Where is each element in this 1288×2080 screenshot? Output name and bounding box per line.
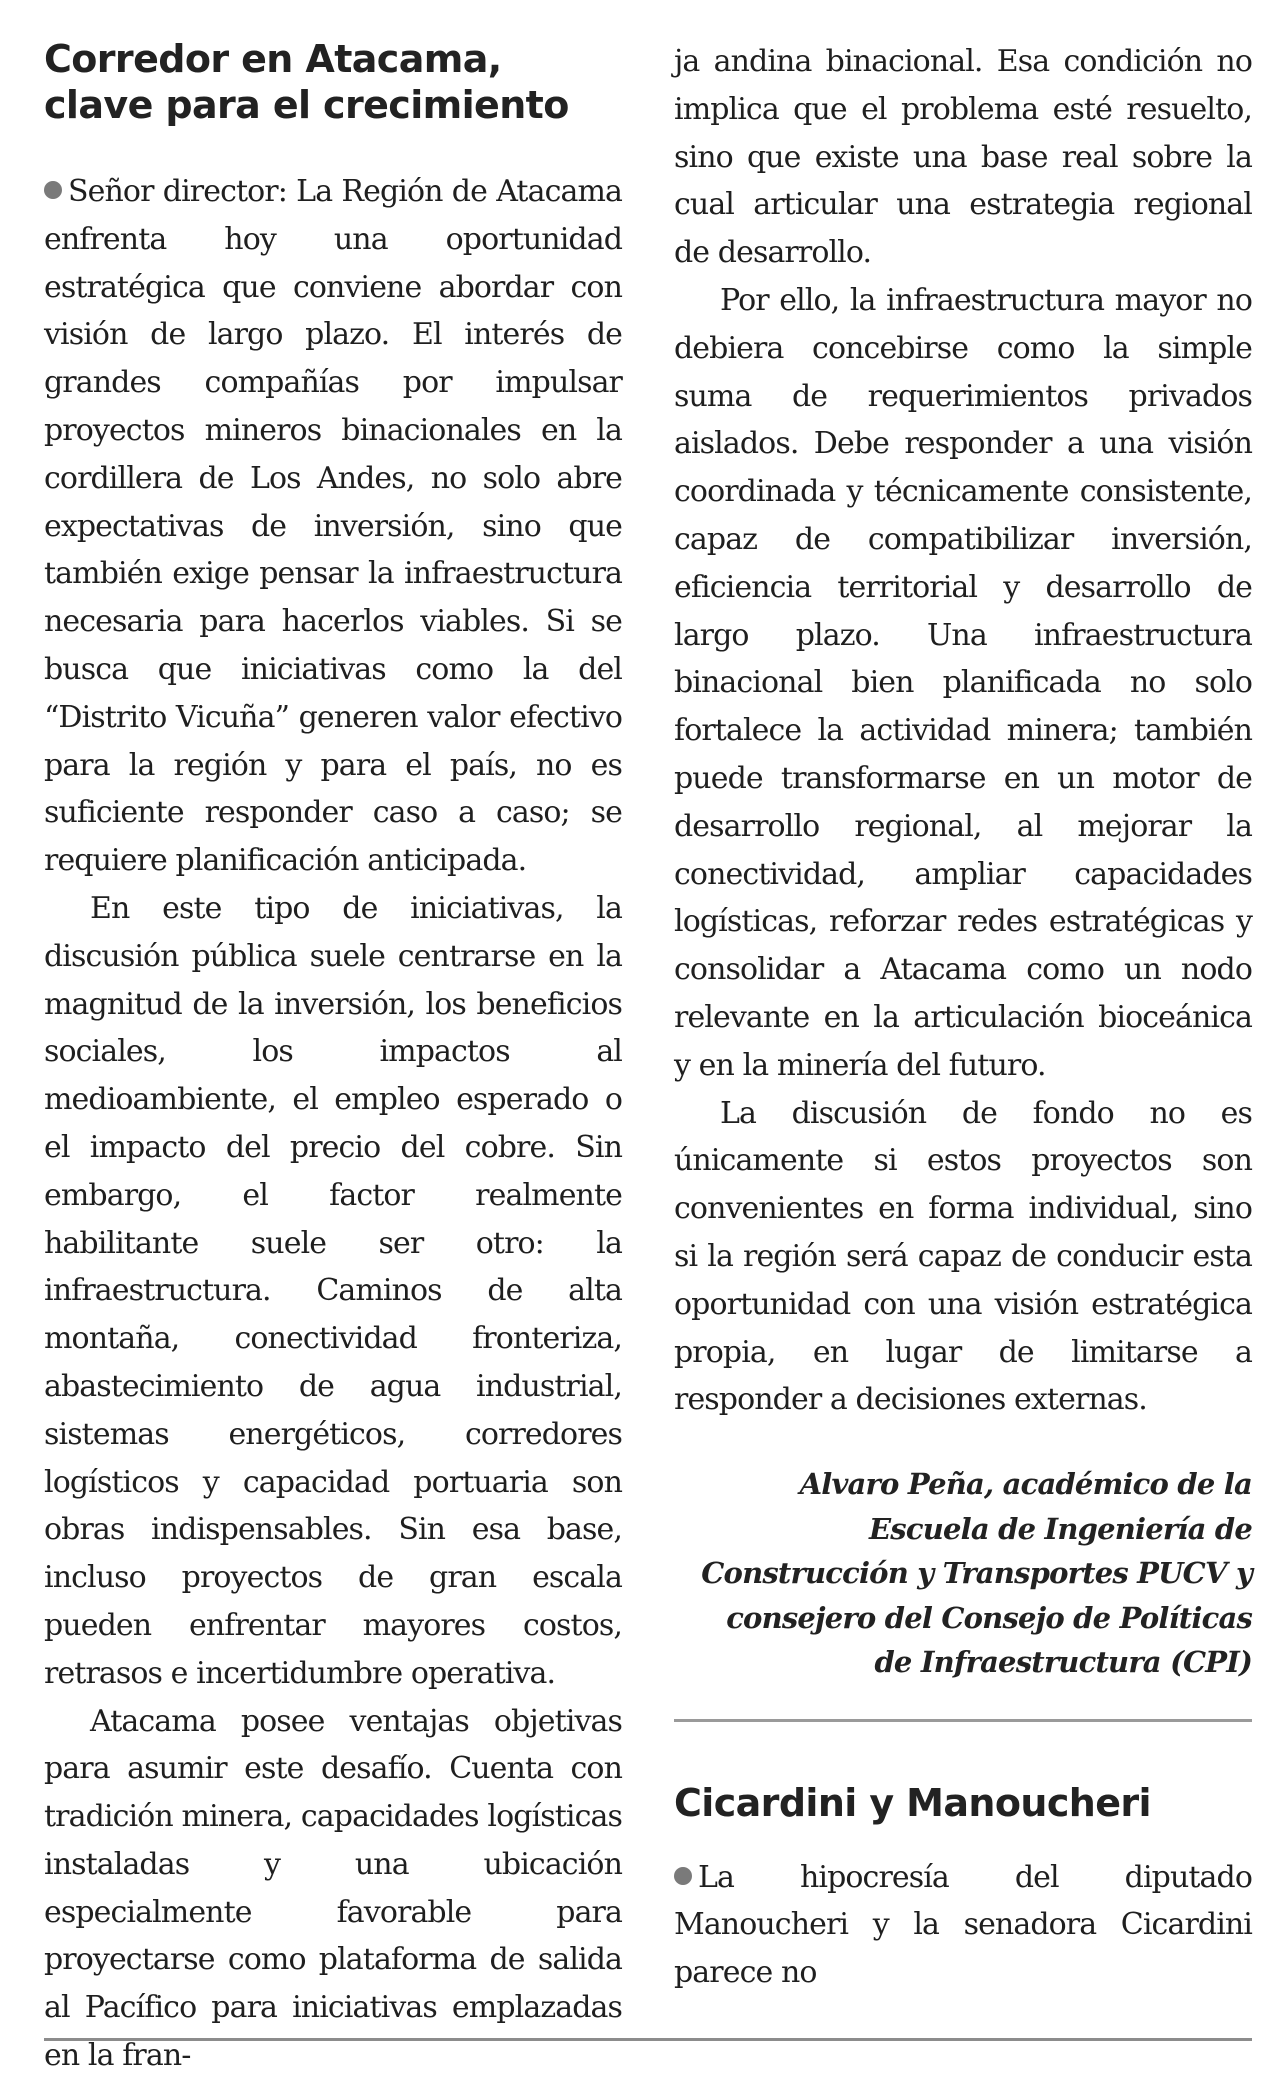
- left-column: [44, 0, 622, 2080]
- letter-1-title: Corredor en Atacama, clave para el crecimiento: [44, 37, 569, 127]
- letter-1-paragraph-3-continued: ja andina binacional. Esa condición no implica que el problema esté resuelto, sino que existe una base real sobre la cual articular una estrategia regional de desarrollo.: [674, 44, 1252, 271]
- letter-1-paragraph-4: Por ello, la infraestructura mayor no debiera concebirse como la simple suma de requerimientos privados aislados. Debe responder a una visión coordinada y técnicamente consistente, capaz de compatibilizar inversión, eficiencia territorial y desarrollo de largo plazo. Una infraestructura binacional bien planificada no solo fortalece la actividad minera; también puede transformarse en un motor de desarrollo regional, al mejorar la conectividad, ampliar capacidades logísticas, reforzar redes estratégicas y consolidar a Atacama como un nodo relevante en la articulación bioceánica y en la minería del futuro.: [674, 282, 1252, 1083]
- letter-1-paragraph-1: Señor director: La Región de Atacama enfrenta hoy una oportunidad estratégica que conviene abordar con visión de largo plazo. El interés de grandes compañías por impulsar proyectos mineros binacionales en la cordillera de Los Andes, no solo abre expectativas de inversión, sino que también exige pensar la infraestructura necesaria para hacerlos viables. Si se busca que iniciativas como la del “Distrito Vicuña” generen valor efectivo para la región y para el país, no es suficiente responder caso a caso; se requiere planificación anticipada.: [44, 174, 622, 879]
- letter-1-paragraph-5: La discusión de fondo no es únicamente si estos proyectos son convenientes en forma individual, sino si la región será capaz de conducir esta oportunidad con una visión estratégica propia, en lugar de limitarse a responder a decisiones externas.: [674, 1095, 1252, 1418]
- bullet-icon: [44, 181, 62, 199]
- bullet-icon: [674, 1867, 692, 1885]
- letter-1-paragraph-2: En este tipo de iniciativas, la discusión pública suele centrarse en la magnitud de la inversión, los beneficios sociales, los impactos al medioambiente, el empleo esperado o el impacto del precio del cobre. Sin embargo, el factor realmente habilitante suele ser otro: la infraestructura. Caminos de alta montaña, conectividad fronteriza, abastecimiento de agua industrial, sistemas energéticos, corredores logísticos y capacidad portuaria son obras indispensables. Sin esa base, incluso proyectos de gran escala pueden enfrentar mayores costos, retrasos e incertidumbre operativa.: [44, 890, 622, 1691]
- section-divider: [674, 1719, 1252, 1722]
- bottom-rule: [44, 2038, 1252, 2041]
- letter-2-title: Cicardini y Manoucheri: [674, 1780, 1151, 1825]
- letter-1-paragraph-3: Atacama posee ventajas objetivas para asumir este desafío. Cuenta con tradición minera, capacidades logísticas instaladas y una ubicación especialmente favorable para proyectarse como plataforma de salida al Pacífico para iniciativas emplazadas en la fran-: [44, 1703, 622, 2074]
- letter-2-paragraph-1: La hipocresía del diputado Manoucheri y la senadora Cicardini parece no: [674, 1859, 1252, 1991]
- right-column: [674, 0, 1252, 1997]
- letter-1-signature: Alvaro Peña, académico de la Escuela de Ingeniería de Construcción y Transportes PUCV y consejero del Consejo de Políticas de Infraestructura (CPI): [701, 1467, 1252, 1680]
